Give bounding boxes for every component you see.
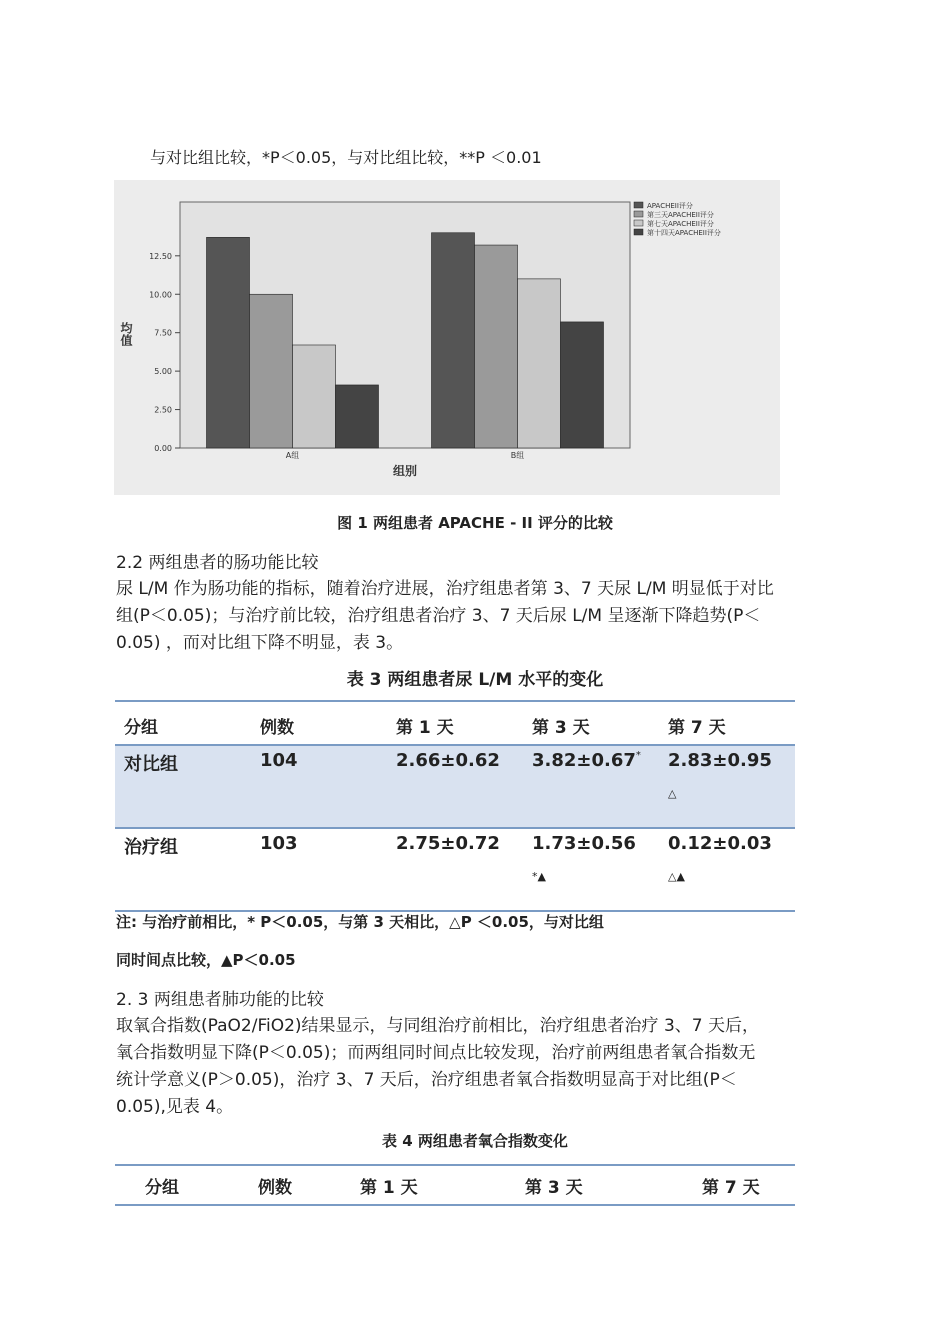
- legend-label: APACHEII评分: [647, 202, 693, 210]
- cell-day7: [659, 745, 795, 828]
- table3: [115, 700, 795, 912]
- y-axis-label: 均值: [119, 322, 133, 346]
- bar: [207, 237, 250, 448]
- cell-group: 对比组: [115, 745, 251, 828]
- header-cell: 第 1 天: [360, 1165, 525, 1205]
- paragraph-line: 氧合指数明显下降(P＜0.05)；而两组同时间点比较发现，治疗前两组患者氧合指数无: [116, 1043, 756, 1063]
- bar: [561, 322, 604, 448]
- paragraph-line: 统计学意义(P＞0.05)，治疗 3、7 天后，治疗组患者氧合指数明显高于对比组(P＜: [116, 1070, 737, 1090]
- table-header-row: [115, 1165, 795, 1205]
- cell-value: 0.12±0.03: [668, 833, 772, 854]
- section-2-2-heading: 2.2 两组患者的肠功能比较: [116, 553, 319, 573]
- cell-n: 103: [251, 828, 387, 911]
- apache-bar-chart: [114, 180, 780, 495]
- table-row: [115, 828, 795, 911]
- header-cell: 第 7 天: [702, 1165, 795, 1205]
- header-cell: 第 1 天: [387, 701, 523, 745]
- legend-swatch: [634, 220, 643, 226]
- paragraph-line: 组(P＜0.05)；与治疗前比较，治疗组患者治疗 3、7 天后尿 L/M 呈逐渐下降趋势(P＜: [116, 606, 761, 626]
- significance-mark: △: [668, 787, 677, 800]
- significance-mark: *: [635, 750, 641, 761]
- bar: [432, 233, 475, 448]
- bar: [475, 245, 518, 448]
- paragraph-line: 尿 L/M 作为肠功能的指标，随着治疗进展，治疗组患者第 3、7 天尿 L/M 明显低于对比: [116, 579, 774, 599]
- cell-day3: [523, 828, 659, 911]
- paragraph-line: 0.05) ，而对比组下降不明显，表 3。: [116, 633, 404, 653]
- table-row: [115, 745, 795, 828]
- figure-note: 与对比组比较，*P＜0.05，与对比组比较，**P ＜0.01: [150, 148, 542, 167]
- header-cell: 第 7 天: [659, 701, 795, 745]
- y-tick-label: 5.00: [154, 367, 172, 377]
- bar: [250, 294, 293, 448]
- section-2-3-paragraph: [116, 1013, 846, 1121]
- header-cell: 第 3 天: [523, 701, 659, 745]
- table4: [115, 1164, 795, 1206]
- bar: [336, 385, 379, 448]
- section-2-3-heading: 2. 3 两组患者肺功能的比较: [116, 990, 324, 1010]
- y-tick-label: 0.00: [154, 444, 172, 453]
- table3-title: 表 3 两组患者尿 L/M 水平的变化: [346, 670, 604, 690]
- cell-day1: 2.66±0.62: [387, 745, 523, 828]
- legend-label: 第七天APACHEII评分: [647, 220, 714, 228]
- chart-svg: [114, 180, 780, 495]
- bar: [293, 345, 336, 448]
- cell-day3: [523, 745, 659, 828]
- header-cell: 第 3 天: [525, 1165, 702, 1205]
- legend-swatch: [634, 202, 643, 208]
- header-cell: 分组: [115, 1165, 258, 1205]
- significance-mark: △▲: [668, 870, 685, 883]
- y-tick-label: 7.50: [154, 328, 172, 338]
- x-axis-label: 组别: [392, 464, 418, 478]
- table3-note-line2: 同时间点比较，▲P＜0.05: [116, 951, 296, 969]
- y-tick-label: 12.50: [149, 251, 172, 261]
- significance-mark: *▲: [532, 870, 546, 883]
- cell-value: 3.82±0.67: [532, 750, 636, 771]
- cell-n: 104: [251, 745, 387, 828]
- y-tick-label: 10.00: [149, 290, 172, 300]
- x-tick-label: B组: [510, 451, 525, 460]
- cell-day7: [659, 828, 795, 911]
- cell-group: 治疗组: [115, 828, 251, 911]
- header-cell: 例数: [251, 701, 387, 745]
- header-cell: 分组: [115, 701, 251, 745]
- cell-day1: 2.75±0.72: [387, 828, 523, 911]
- legend-swatch: [634, 211, 643, 217]
- legend-label: 第三天APACHEII评分: [647, 211, 714, 219]
- paragraph-line: 取氧合指数(PaO2/FiO2)结果显示，与同组治疗前相比，治疗组患者治疗 3、7 天后，: [116, 1016, 759, 1036]
- x-tick-label: A组: [285, 451, 300, 460]
- cell-value: 1.73±0.56: [532, 833, 636, 854]
- cell-value: 2.83±0.95: [668, 750, 772, 771]
- legend-label: 第十四天APACHEII评分: [647, 229, 721, 237]
- table3-note-line1: 注: 与治疗前相比，* P＜0.05，与第 3 天相比，△P ＜0.05，与对比组: [116, 913, 604, 931]
- paragraph-line: 0.05),见表 4。: [116, 1097, 234, 1117]
- legend-swatch: [634, 229, 643, 235]
- header-cell: 例数: [258, 1165, 360, 1205]
- figure-caption: 图 1 两组患者 APACHE - II 评分的比较: [337, 514, 613, 532]
- table-header-row: [115, 701, 795, 745]
- section-2-2-paragraph: [116, 576, 846, 657]
- bar: [518, 279, 561, 448]
- table4-title: 表 4 两组患者氧合指数变化: [382, 1132, 568, 1150]
- y-tick-label: 2.50: [154, 405, 172, 415]
